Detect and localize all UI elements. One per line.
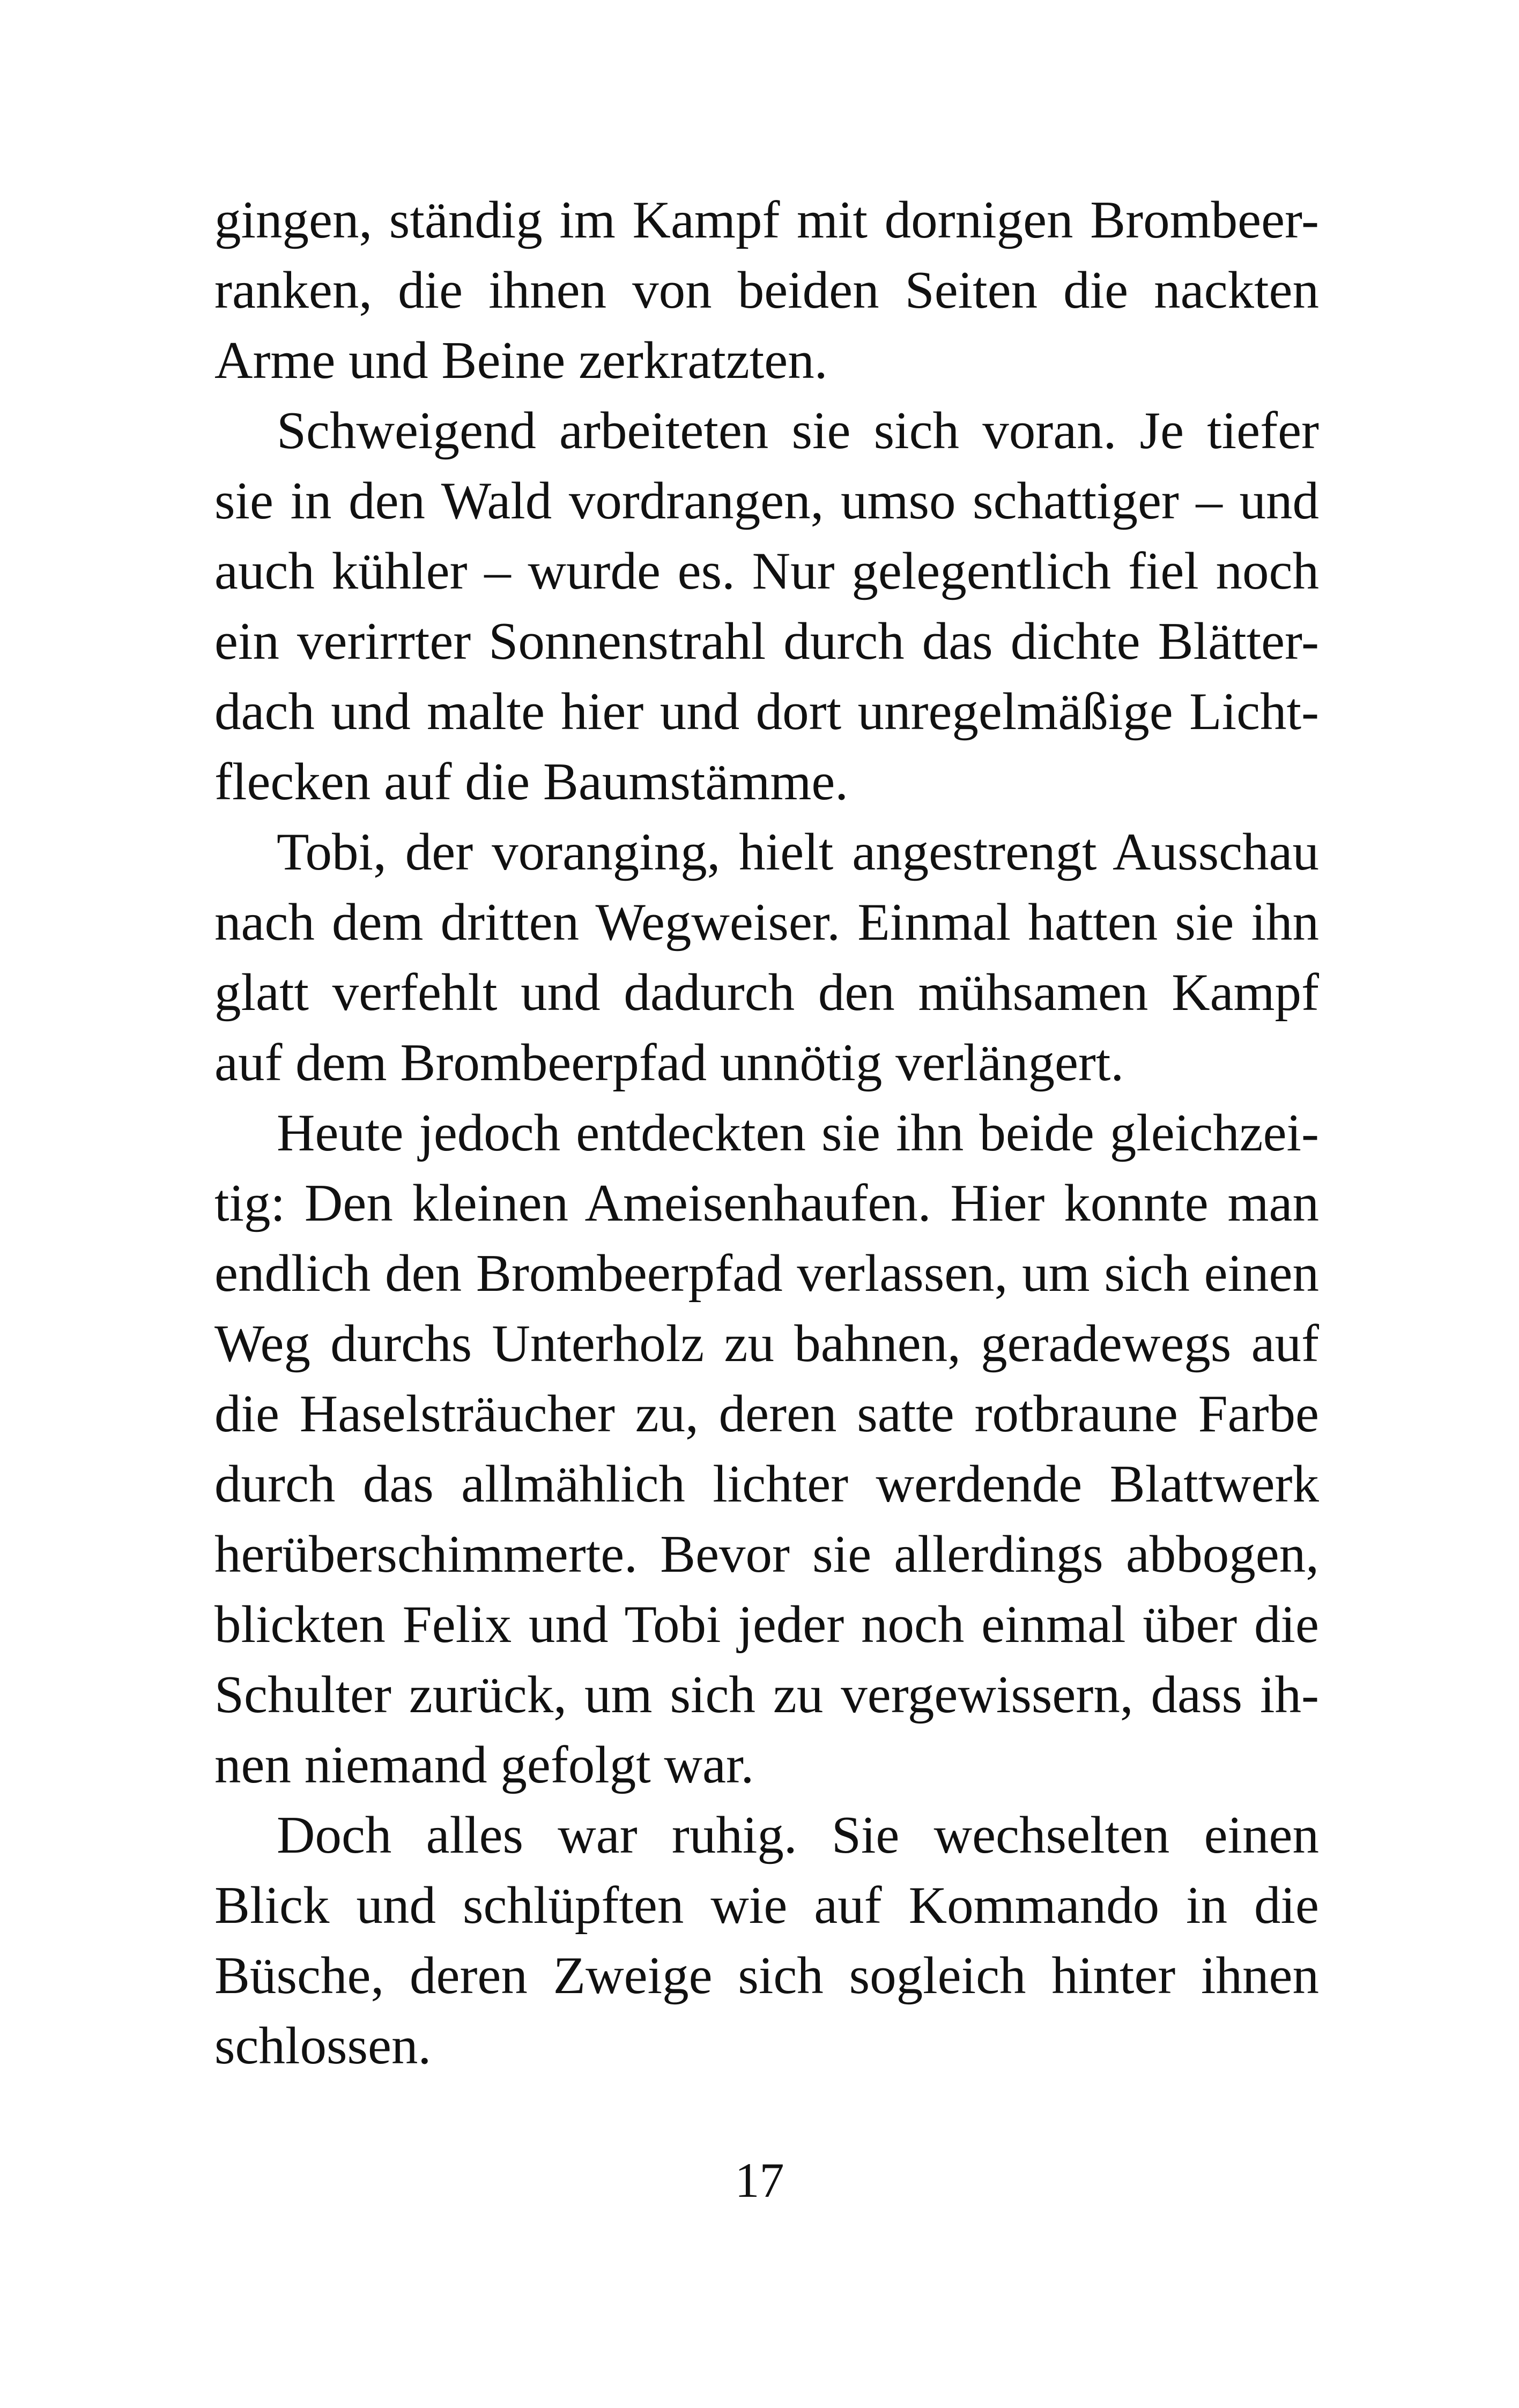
text-line: nen niemand gefolgt war.	[214, 1736, 754, 1794]
text-line: ranken, die ihnen von beiden Seiten die nackten	[214, 261, 1319, 319]
body-text	[214, 185, 1319, 2081]
text-line: Doch alles war ruhig. Sie wechselten einen	[277, 1806, 1319, 1864]
text-line: Arme und Beine zerkratzten.	[214, 331, 828, 390]
text-line: glatt verfehlt und dadurch den mühsamen Kampf	[214, 963, 1319, 1022]
text-line: Heute jedoch entdeckten sie ihn beide gleichzei-	[277, 1104, 1319, 1162]
text-line: auf dem Brombeerpfad unnötig verlängert.	[214, 1034, 1124, 1092]
text-line: Schulter zurück, um sich zu vergewissern, dass ih-	[214, 1666, 1319, 1724]
text-line: endlich den Brombeerpfad verlassen, um sich einen	[214, 1244, 1319, 1303]
text-line: dach und malte hier und dort unregelmäßige Licht-	[214, 682, 1319, 741]
text-line: Schweigend arbeiteten sie sich voran. Je tiefer	[277, 402, 1319, 460]
text-line: tig: Den kleinen Ameisenhaufen. Hier konnte man	[214, 1174, 1319, 1232]
text-line: nach dem dritten Wegweiser. Einmal hatten sie ihn	[214, 893, 1319, 952]
text-line: sie in den Wald vordrangen, umso schattiger – und	[214, 472, 1319, 530]
text-line: blickten Felix und Tobi jeder noch einmal über die	[214, 1595, 1319, 1654]
text-line: auch kühler – wurde es. Nur gelegentlich fiel noch	[214, 542, 1319, 600]
text-line: flecken auf die Baumstämme.	[214, 753, 849, 811]
text-line: Büsche, deren Zweige sich sogleich hinter ihnen	[214, 1946, 1319, 2005]
page-number: 17	[735, 2153, 784, 2208]
text-line: Blick und schlüpften wie auf Kommando in die	[214, 1876, 1319, 1935]
text-line: Tobi, der voranging, hielt angestrengt Ausschau	[277, 823, 1319, 881]
text-line: herüberschimmerte. Bevor sie allerdings abbogen,	[214, 1525, 1319, 1584]
text-line: schlossen.	[214, 2017, 432, 2075]
text-line: die Haselsträucher zu, deren satte rotbraune Farbe	[214, 1385, 1319, 1443]
text-line: ein verirrter Sonnenstrahl durch das dichte Blätter-	[214, 612, 1319, 671]
text-line: gingen, ständig im Kampf mit dornigen Brombeer-	[214, 191, 1319, 249]
text-line: Weg durchs Unterholz zu bahnen, geradewegs auf	[214, 1314, 1319, 1373]
text-line: durch das allmählich lichter werdende Blattwerk	[214, 1455, 1319, 1513]
